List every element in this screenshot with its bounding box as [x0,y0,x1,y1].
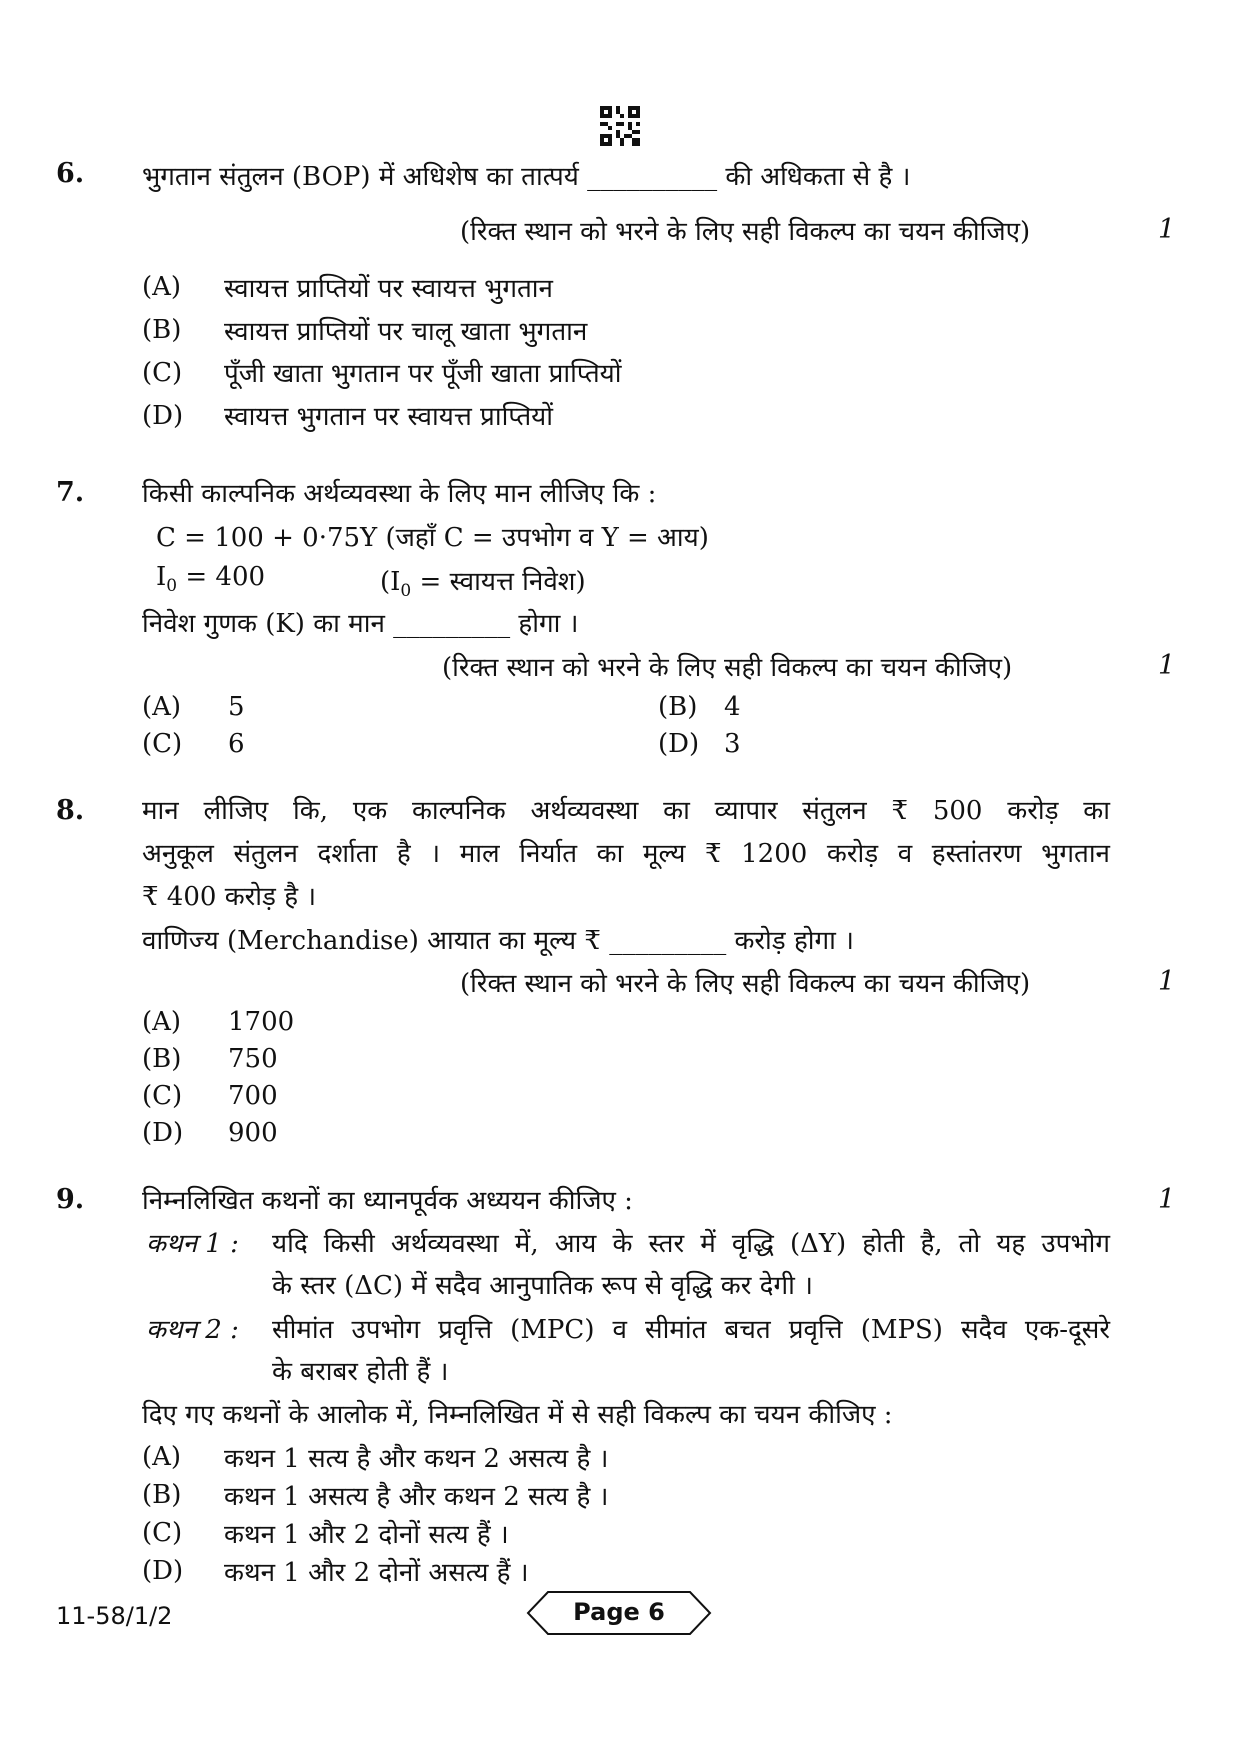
question-text: भुगतान संतुलन (BOP) में अधिशेष का तात्पर्य __________ की अधिकता से है । [142,162,911,192]
option-text: 4 [724,692,741,722]
page-number-badge [526,1590,712,1636]
question-blank-line: वाणिज्य (Merchandise) आयात का मूल्य ₹ _________ करोड़ होगा । [142,926,854,956]
question-text: निम्नलिखित कथनों का ध्यानपूर्वक अध्ययन कीजिए : [142,1186,633,1216]
option-label: (B) [142,1044,182,1074]
question-instruction: दिए गए कथनों के आलोक में, निम्नलिखित में से सही विकल्प का चयन कीजिए : [142,1400,893,1430]
option-label: (D) [142,401,184,431]
option-text: 1700 [228,1007,295,1037]
question-instruction: (रिक्त स्थान को भरने के लिए सही विकल्प का चयन कीजिए) [460,969,1031,999]
option-label: (B) [142,315,182,345]
option-text: स्वायत्त प्राप्तियों पर स्वायत्त भुगतान [224,274,553,304]
option-label: (B) [142,1480,182,1510]
option-text: 750 [228,1044,278,1074]
equation-consumption: C = 100 + 0·75Y (जहाँ C = उपभोग व Y = आय) [156,523,709,553]
question-text: किसी काल्पनिक अर्थव्यवस्था के लिए मान लीजिए कि : [142,479,657,509]
option-label: (C) [142,1081,183,1111]
option-text: स्वायत्त भुगतान पर स्वायत्त प्राप्तियों [224,402,553,432]
option-text: 900 [228,1118,278,1148]
option-label: (D) [142,1118,184,1148]
option-label: (A) [142,692,182,722]
option-text: पूँजी खाता भुगतान पर पूँजी खाता प्राप्तियों [224,359,622,389]
question-marks: 1 [1158,1184,1176,1215]
statement-1-line: के स्तर (ΔC) में सदैव आनुपातिक रूप से वृद्धि कर देगी । [272,1271,813,1301]
statement-2-label: कथन 2 : [146,1315,239,1345]
page-number: Page 6 [573,1598,665,1626]
option-label: (C) [142,1518,183,1548]
question-marks: 1 [1158,214,1176,245]
statement-1-label: कथन 1 : [146,1229,239,1259]
option-label: (D) [658,729,700,759]
statement-2-line: के बराबर होती हैं । [272,1357,449,1387]
question-text-line: अनुकूल संतुलन दर्शाता है । माल निर्यात का मूल्य ₹ 1200 करोड़ व हस्तांतरण भुगतान [142,839,1110,869]
question-number: 6. [56,158,85,189]
statement-1-line: यदि किसी अर्थव्यवस्था में, आय के स्तर में वृद्धि (ΔY) होती है, तो यह उपभोग [272,1229,1110,1259]
question-text-line: ₹ 400 करोड़ है । [142,882,317,912]
option-text: कथन 1 असत्य है और कथन 2 सत्य है । [224,1482,609,1512]
option-label: (C) [142,358,183,388]
option-text: कथन 1 सत्य है और कथन 2 असत्य है । [224,1444,609,1474]
option-text: 700 [228,1081,278,1111]
option-label: (A) [142,272,182,302]
question-number: 9. [56,1184,85,1215]
option-label: (A) [142,1442,182,1472]
option-text: कथन 1 और 2 दोनों सत्य हैं । [224,1520,509,1550]
qr-code [600,106,640,146]
equation-investment: $I_0 = 400$ [156,562,266,597]
question-text-line: मान लीजिए कि, एक काल्पनिक अर्थव्यवस्था का व्यापार संतुलन ₹ 500 करोड़ का [142,796,1110,826]
option-label: (D) [142,1556,184,1586]
option-text: 6 [228,729,245,759]
option-label: (C) [142,729,183,759]
option-text: 3 [724,729,741,759]
equation-investment-note: ($I_0$ = स्वायत्त निवेश) [380,567,586,602]
question-number: 8. [56,795,85,826]
question-instruction: (रिक्त स्थान को भरने के लिए सही विकल्प का चयन कीजिए) [460,217,1031,247]
statement-2-line: सीमांत उपभोग प्रवृत्ति (MPC) व सीमांत बचत प्रवृत्ति (MPS) सदैव एक-दूसरे [272,1315,1110,1345]
paper-code: 11-58/1/2 [56,1602,173,1630]
question-blank-line: निवेश गुणक (K) का मान _________ होगा । [142,609,579,639]
question-marks: 1 [1158,650,1176,681]
option-text: कथन 1 और 2 दोनों असत्य हैं । [224,1558,529,1588]
option-text: स्वायत्त प्राप्तियों पर चालू खाता भुगतान [224,317,588,347]
question-marks: 1 [1158,966,1176,997]
question-number: 7. [56,477,85,508]
option-text: 5 [228,692,245,722]
question-instruction: (रिक्त स्थान को भरने के लिए सही विकल्प का चयन कीजिए) [442,653,1013,683]
option-label: (A) [142,1007,182,1037]
option-label: (B) [658,692,698,722]
